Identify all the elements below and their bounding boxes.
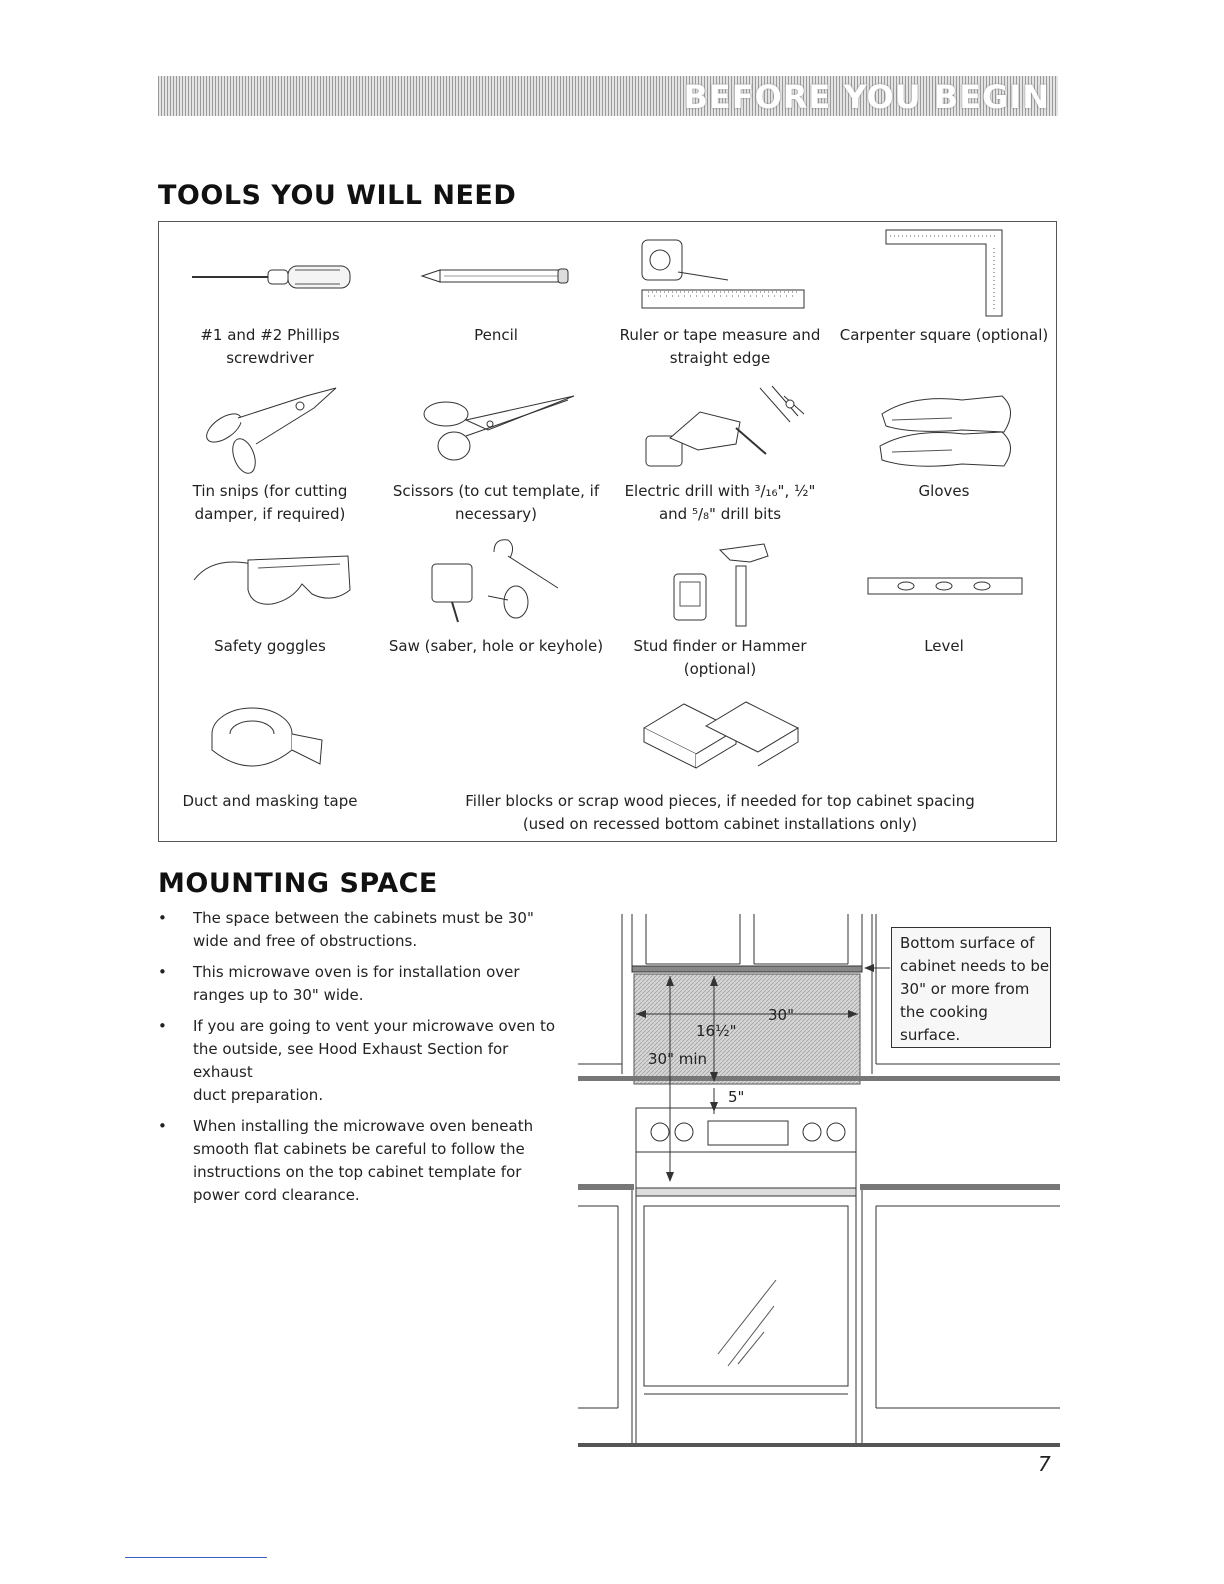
page-number: 7	[1038, 1452, 1051, 1476]
tool-caption-3: Ruler or tape measure and straight edge	[619, 326, 821, 367]
tool-caption-5: Tin snips (for cutting damper, if required)	[192, 482, 348, 523]
stud-finder-hammer-icon	[664, 540, 776, 630]
dim-min-label: 30" min	[648, 1050, 708, 1068]
drill-icon	[640, 382, 810, 474]
tool-caption-7: Electric drill with ³/₁₆", ½" and ⁵/₈" drill bits	[624, 482, 816, 523]
tool-caption-12: Level	[924, 637, 964, 655]
goggles-icon	[192, 550, 354, 612]
tool-caption-4: Carpenter square (optional)	[839, 326, 1049, 344]
tin-snips-icon	[196, 384, 346, 474]
tools-title: TOOLS YOU WILL NEED	[158, 180, 517, 211]
footer-rule	[125, 1557, 267, 1558]
scissors-icon	[418, 392, 578, 467]
tool-caption-6: Scissors (to cut template, if necessary)	[392, 482, 600, 523]
cabinet-callout: Bottom surface of cabinet needs to be 30" or more from the cooking surface.	[891, 927, 1051, 1048]
gloves-icon	[872, 384, 1022, 474]
pencil-icon	[420, 266, 570, 286]
tool-caption-13: Duct and masking tape	[182, 792, 358, 810]
dim-gap-label: 5"	[728, 1088, 745, 1106]
filler-blocks-icon	[640, 700, 806, 774]
tool-caption-9: Safety goggles	[214, 637, 326, 655]
tool-caption-14: Filler blocks or scrap wood pieces, if needed for top cabinet spacing (used on recessed bottom cabinet installations only)	[465, 792, 975, 833]
bullet-item: • When installing the microwave oven beneath smooth flat cabinets be careful to follow the instructions on the top cabinet template for power cord clearance.	[158, 1117, 534, 1204]
bullet-item: • If you are going to vent your microwave oven to the outside, see Hood Exhaust Section for exhaust duct preparation.	[158, 1017, 556, 1104]
banner-title: BEFORE YOU BEGIN	[683, 78, 1050, 116]
dim-depth-label: 16½"	[696, 1022, 737, 1040]
mounting-bullets	[158, 907, 558, 1215]
bullet-item: • This microwave oven is for installation over ranges up to 30" wide.	[158, 963, 520, 1004]
tool-caption-1: #1 and #2 Phillips screwdriver	[200, 326, 340, 367]
tape-measure-icon	[638, 236, 810, 314]
mounting-title: MOUNTING SPACE	[158, 868, 438, 899]
carpenter-square-icon	[884, 228, 1006, 320]
header-banner	[158, 76, 1058, 116]
tool-caption-11: Stud finder or Hammer (optional)	[633, 637, 807, 678]
tool-caption-8: Gloves	[918, 482, 970, 500]
saw-icon	[424, 536, 564, 626]
level-icon	[866, 574, 1024, 598]
tool-caption-10: Saw (saber, hole or keyhole)	[388, 637, 604, 655]
tape-roll-icon	[204, 700, 326, 780]
bullet-item: • The space between the cabinets must be 30" wide and free of obstructions.	[158, 909, 534, 950]
tool-caption-2: Pencil	[474, 326, 518, 344]
dim-width-label: 30"	[768, 1006, 794, 1024]
screwdriver-icon	[190, 262, 355, 292]
